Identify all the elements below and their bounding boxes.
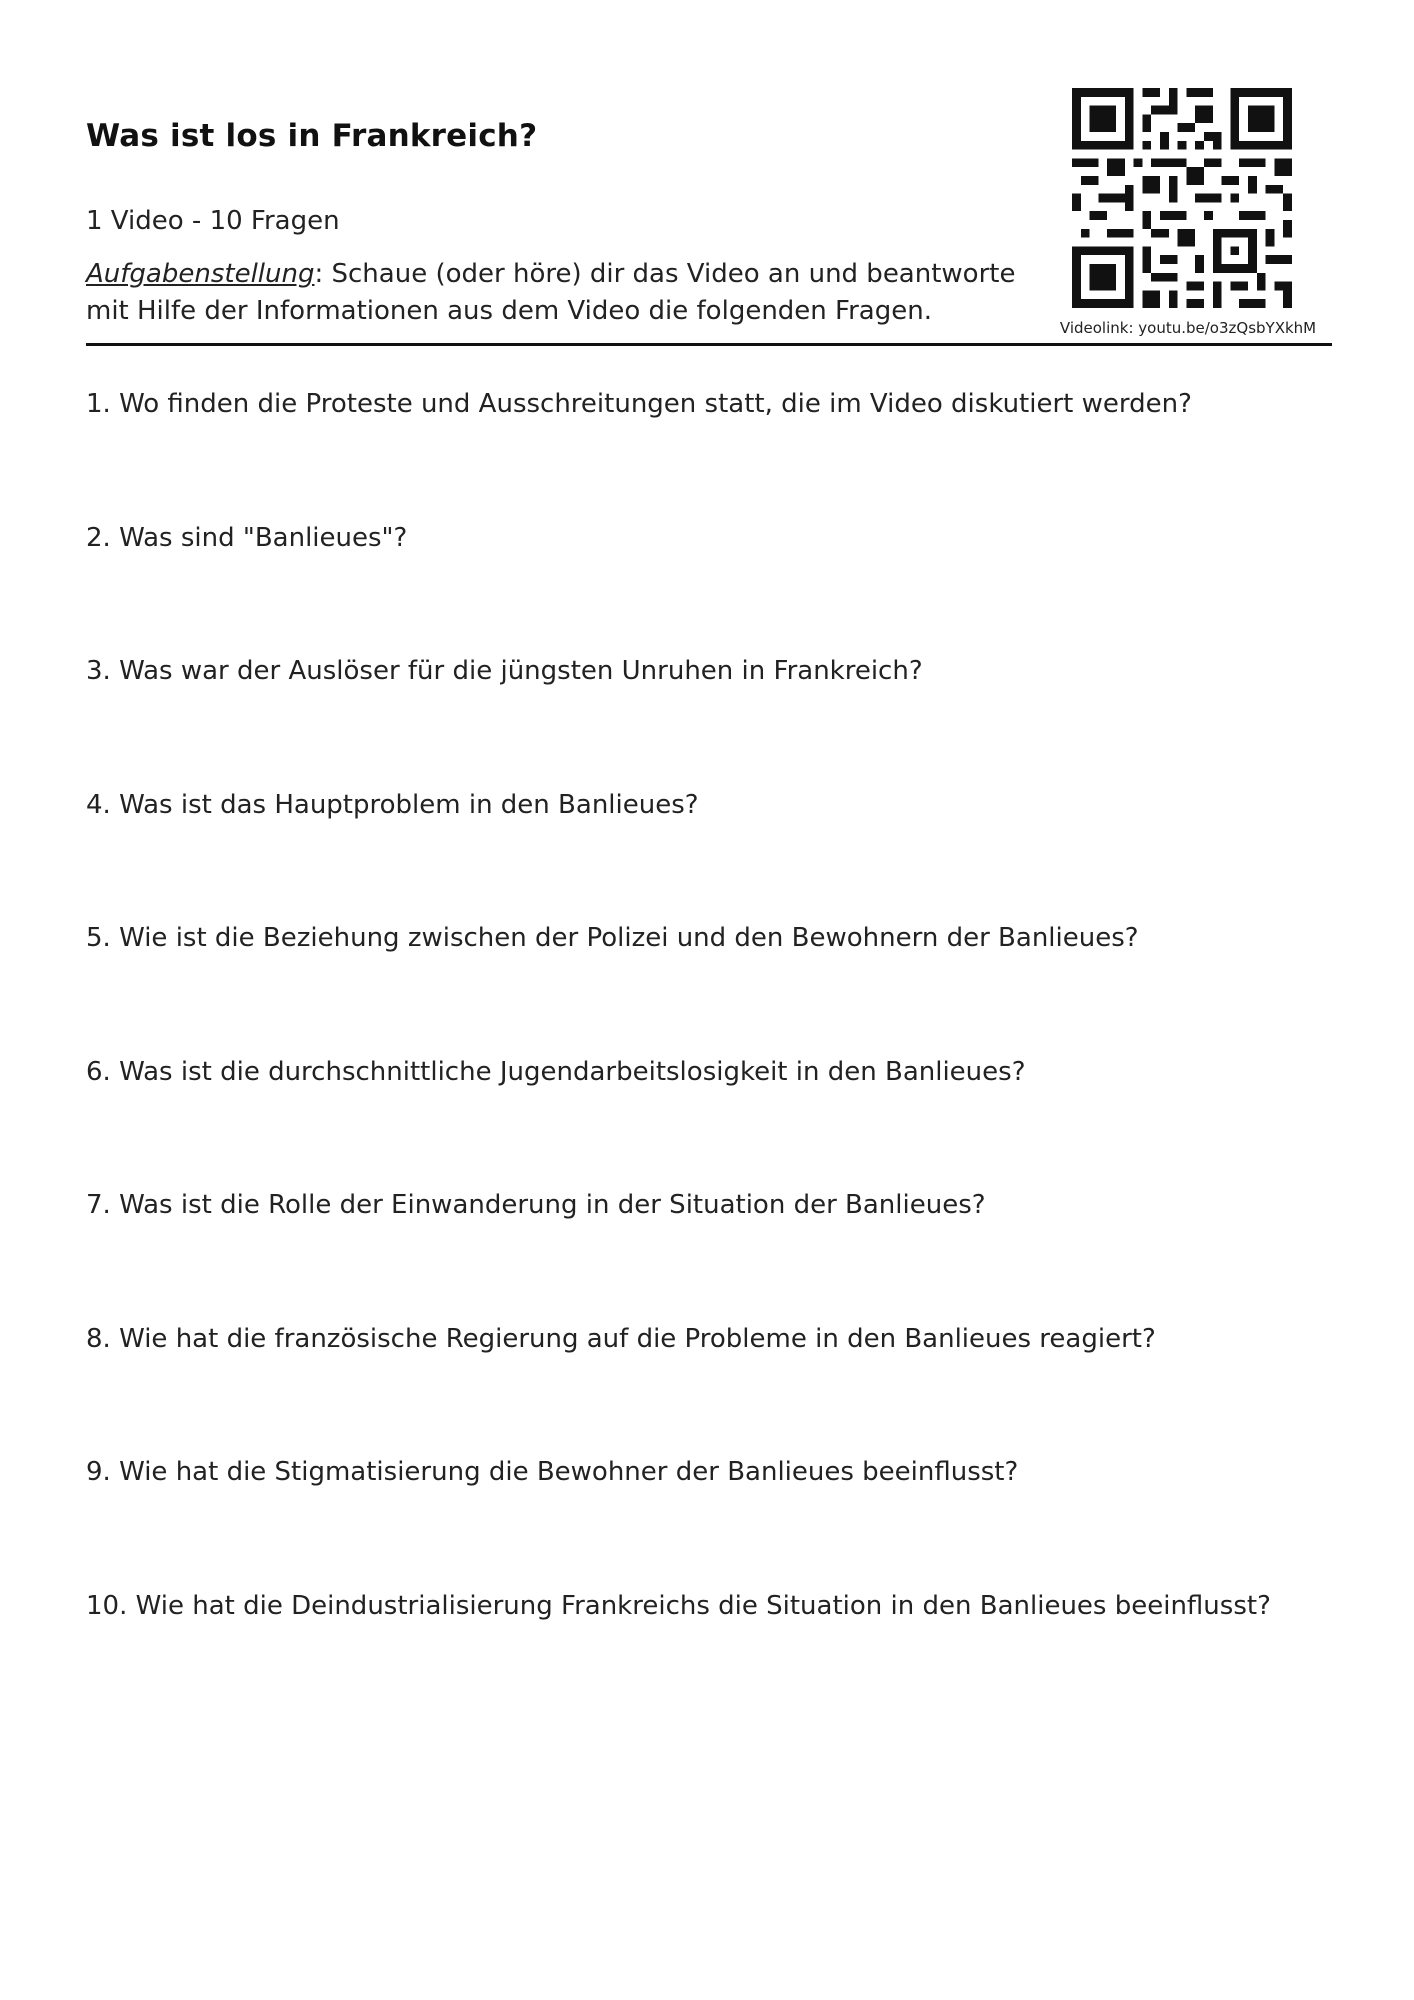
- page-title: Was ist los in Frankreich?: [86, 118, 538, 154]
- header-divider: [86, 343, 1332, 346]
- instruction-body: : Schaue (oder höre) dir das Video an und beantworte mit Hilfe der Informationen aus dem Video die folgenden Fragen.: [86, 259, 1016, 326]
- question-4: 4. Was ist das Hauptproblem in den Banlieues?: [86, 789, 699, 820]
- question-6: 6. Was ist die durchschnittliche Jugendarbeitslosigkeit in den Banlieues?: [86, 1056, 1026, 1087]
- instruction-label: Aufgabenstellung: [86, 259, 315, 289]
- question-9: 9. Wie hat die Stigmatisierung die Bewohner der Banlieues beeinflusst?: [86, 1457, 1019, 1487]
- instruction-text: [86, 256, 1046, 330]
- video-link-caption[interactable]: Videolink: youtu.be/o3zQsbYXkhM: [1059, 319, 1317, 337]
- question-7: 7. Was ist die Rolle der Einwanderung in der Situation der Banlieues?: [86, 1190, 986, 1220]
- question-2: 2. Was sind "Banlieues"?: [86, 522, 408, 553]
- question-list: [86, 386, 1346, 1721]
- question-10: 10. Wie hat die Deindustrialisierung Frankreichs die Situation in den Banlieues beeinflusst?: [86, 1590, 1271, 1621]
- question-8: 8. Wie hat die französische Regierung auf die Probleme in den Banlieues reagiert?: [86, 1323, 1156, 1354]
- question-1: 1. Wo finden die Proteste und Ausschreitungen statt, die im Video diskutiert werden?: [86, 389, 1192, 419]
- question-5: 5. Wie ist die Beziehung zwischen der Polizei und den Bewohnern der Banlieues?: [86, 923, 1139, 953]
- qr-code-icon[interactable]: [1072, 88, 1292, 308]
- subtitle: 1 Video - 10 Fragen: [86, 206, 340, 236]
- question-3: 3. Was war der Auslöser für die jüngsten Unruhen in Frankreich?: [86, 656, 923, 686]
